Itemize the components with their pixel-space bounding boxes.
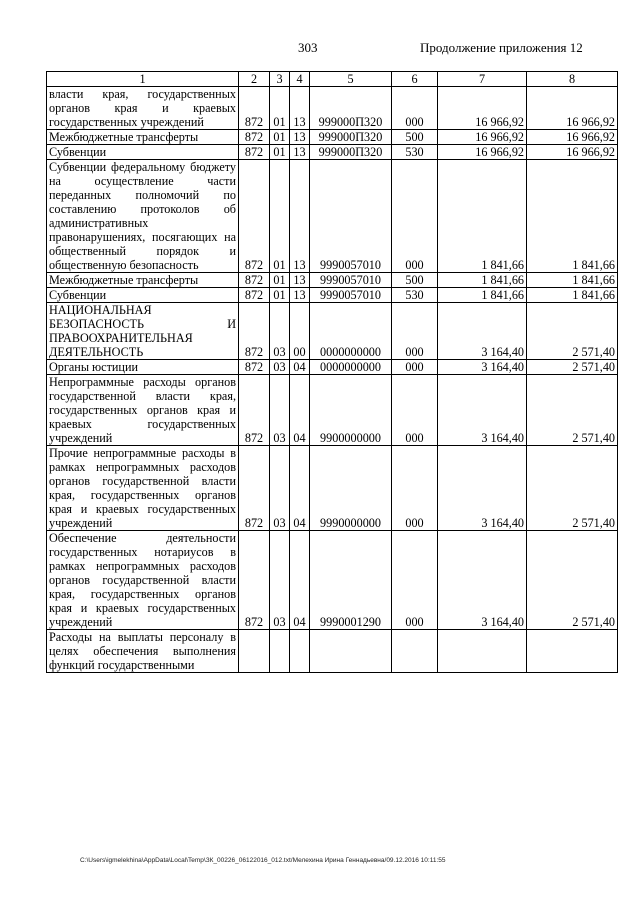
target-article-cell: 0000000000 [310,360,392,375]
target-article-cell: 999000П320 [310,87,392,130]
target-article-cell: 9990001290 [310,531,392,630]
expense-type-cell: 000 [392,87,438,130]
amount-year1-cell: 16 966,92 [438,87,527,130]
expense-type-cell: 000 [392,375,438,446]
amount-year2-cell: 2 571,40 [527,531,618,630]
amount-year1-cell [438,630,527,673]
amount-year2-cell: 1 841,66 [527,273,618,288]
column-header: 3 [270,72,290,87]
expense-type-cell: 000 [392,360,438,375]
admin-code-cell: 872 [239,160,270,273]
expense-type-cell: 530 [392,288,438,303]
table-row [47,130,618,145]
amount-year1-cell: 3 164,40 [438,303,527,360]
section-code-cell: 03 [270,446,290,531]
target-article-cell: 9990057010 [310,160,392,273]
amount-year1-cell: 1 841,66 [438,288,527,303]
expense-type-cell: 000 [392,531,438,630]
section-code-cell: 03 [270,375,290,446]
subsection-code-cell: 13 [290,160,310,273]
expense-type-cell [392,630,438,673]
row-name-cell: Непрограммные расходы органов государственной власти края, государственных органов края и краевых государственных учреждений [47,375,239,446]
subsection-code-cell: 04 [290,375,310,446]
section-code-cell: 01 [270,160,290,273]
subsection-code-cell: 13 [290,130,310,145]
admin-code-cell: 872 [239,375,270,446]
amount-year2-cell: 2 571,40 [527,446,618,531]
amount-year2-cell [527,630,618,673]
table-row [47,375,618,446]
amount-year2-cell: 1 841,66 [527,160,618,273]
row-name-cell: Субвенции [47,288,239,303]
subsection-code-cell [290,630,310,673]
target-article-cell: 9990057010 [310,288,392,303]
target-article-cell [310,630,392,673]
amount-year1-cell: 1 841,66 [438,160,527,273]
admin-code-cell: 872 [239,531,270,630]
expense-type-cell: 000 [392,303,438,360]
row-name-cell: Субвенции федеральному бюджету на осуществление части переданных полномочий по составлению протоколов об административных правонарушениях, посягающих на общественный порядок и общественную безопасность [47,160,239,273]
page-number: 303 [298,40,318,55]
column-header: 5 [310,72,392,87]
expense-type-cell: 530 [392,145,438,160]
amount-year2-cell: 2 571,40 [527,303,618,360]
amount-year1-cell: 3 164,40 [438,375,527,446]
table-row [47,360,618,375]
column-header: 8 [527,72,618,87]
amount-year1-cell: 3 164,40 [438,360,527,375]
target-article-cell: 0000000000 [310,303,392,360]
amount-year2-cell: 16 966,92 [527,87,618,130]
subsection-code-cell: 04 [290,446,310,531]
expense-type-cell: 000 [392,446,438,531]
table-row [47,288,618,303]
expense-type-cell: 000 [392,160,438,273]
target-article-cell: 9990057010 [310,273,392,288]
admin-code-cell: 872 [239,360,270,375]
row-name-cell: Расходы на выплаты персоналу в целях обеспечения выполнения функций государственными [47,630,239,673]
admin-code-cell: 872 [239,87,270,130]
admin-code-cell: 872 [239,130,270,145]
admin-code-cell: 872 [239,145,270,160]
section-code-cell: 03 [270,531,290,630]
amount-year1-cell: 16 966,92 [438,145,527,160]
subsection-code-cell: 13 [290,87,310,130]
row-name-cell: Межбюджетные трансферты [47,273,239,288]
amount-year1-cell: 3 164,40 [438,531,527,630]
table-row [47,303,618,360]
section-code-cell: 01 [270,145,290,160]
file-path-footer: C:\Users\igmelekhina\AppData\Local\Temp\ЗК_00226_06122016_012.txt/Мелехина Ирина Геннадьевна/09.12.2016 10:11:55 [80,857,446,864]
admin-code-cell: 872 [239,446,270,531]
section-code-cell [270,630,290,673]
column-number-row [47,72,618,87]
table-row [47,160,618,273]
table-row [47,145,618,160]
target-article-cell: 9900000000 [310,375,392,446]
section-code-cell: 01 [270,273,290,288]
admin-code-cell [239,630,270,673]
row-name-cell: Межбюджетные трансферты [47,130,239,145]
target-article-cell: 9990000000 [310,446,392,531]
table-row [47,446,618,531]
amount-year2-cell: 16 966,92 [527,145,618,160]
amount-year2-cell: 16 966,92 [527,130,618,145]
subsection-code-cell: 13 [290,145,310,160]
subsection-code-cell: 13 [290,273,310,288]
target-article-cell: 999000П320 [310,130,392,145]
section-code-cell: 01 [270,87,290,130]
section-code-cell: 03 [270,303,290,360]
admin-code-cell: 872 [239,273,270,288]
table-row [47,87,618,130]
admin-code-cell: 872 [239,303,270,360]
row-name-cell: НАЦИОНАЛЬНАЯ БЕЗОПАСНОСТЬ И ПРАВООХРАНИТЕЛЬНАЯ ДЕЯТЕЛЬНОСТЬ [47,303,239,360]
amount-year2-cell: 2 571,40 [527,375,618,446]
budget-table [46,71,618,673]
row-name-cell: Субвенции [47,145,239,160]
subsection-code-cell: 13 [290,288,310,303]
row-name-cell: власти края, государственных органов края и краевых государственных учреждений [47,87,239,130]
subsection-code-cell: 04 [290,531,310,630]
amount-year1-cell: 16 966,92 [438,130,527,145]
section-code-cell: 01 [270,288,290,303]
amount-year1-cell: 3 164,40 [438,446,527,531]
row-name-cell: Обеспечение деятельности государственных нотариусов в рамках непрограммных расходов органов государственной власти края, государственных органов края и краевых государственных учреждений [47,531,239,630]
column-header: 1 [47,72,239,87]
row-name-cell: Прочие непрограммные расходы в рамках непрограммных расходов органов государственной власти края, государственных органов края и краевых государственных учреждений [47,446,239,531]
subsection-code-cell: 04 [290,360,310,375]
continuation-heading: Продолжение приложения 12 [420,40,583,55]
expense-type-cell: 500 [392,273,438,288]
column-header: 2 [239,72,270,87]
amount-year1-cell: 1 841,66 [438,273,527,288]
table-row [47,630,618,673]
amount-year2-cell: 1 841,66 [527,288,618,303]
amount-year2-cell: 2 571,40 [527,360,618,375]
section-code-cell: 01 [270,130,290,145]
table-row [47,531,618,630]
section-code-cell: 03 [270,360,290,375]
column-header: 4 [290,72,310,87]
expense-type-cell: 500 [392,130,438,145]
row-name-cell: Органы юстиции [47,360,239,375]
subsection-code-cell: 00 [290,303,310,360]
column-header: 6 [392,72,438,87]
table-row [47,273,618,288]
column-header: 7 [438,72,527,87]
target-article-cell: 999000П320 [310,145,392,160]
admin-code-cell: 872 [239,288,270,303]
